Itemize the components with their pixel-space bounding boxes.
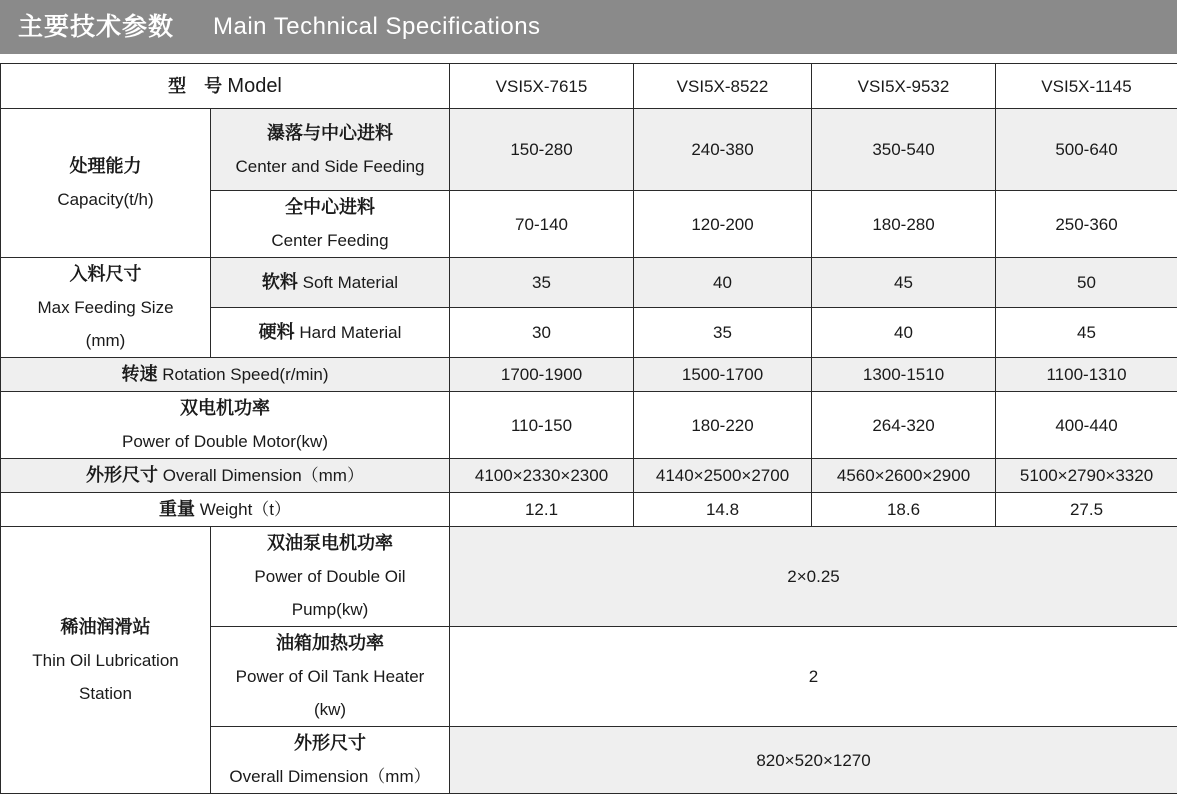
center-side-label-cn: 瀑落与中心进料	[267, 122, 393, 144]
lubrication-label-cell	[1, 527, 211, 794]
table-row-motor-power	[1, 392, 1177, 459]
table-row-model	[1, 64, 1177, 109]
motor-power-label-en: Power of Double Motor(kw)	[122, 432, 328, 451]
model-cell: VSI5X-7615	[450, 64, 634, 109]
value-cell: 1300-1510	[812, 358, 996, 392]
value-cell: 14.8	[634, 493, 812, 527]
value-cell: 4560×2600×2900	[812, 459, 996, 493]
value-cell: 264-320	[812, 392, 996, 459]
heater-value-cell: 2	[450, 627, 1177, 727]
capacity-label-cn: 处理能力	[69, 156, 142, 177]
value-cell: 45	[812, 258, 996, 308]
rotation-label-en: Rotation Speed(r/min)	[162, 365, 329, 384]
pump-label-en-2: Pump(kw)	[291, 600, 369, 619]
center-label-cell	[211, 191, 450, 258]
lubrication-label-en: Thin Oil Lubrication	[32, 650, 179, 670]
value-cell: 1500-1700	[634, 358, 812, 392]
value-cell: 35	[450, 258, 634, 308]
weight-label-en: Weight（t）	[199, 500, 292, 519]
lube-dimension-label-cell	[211, 727, 450, 794]
table-row-capacity-center-side	[1, 109, 1177, 191]
hard-label-en: Hard Material	[299, 323, 402, 342]
value-cell: 40	[634, 258, 812, 308]
center-side-label-cell	[211, 109, 450, 191]
hard-label-cell	[211, 308, 450, 358]
pump-label-cell	[211, 527, 450, 627]
value-cell: 5100×2790×3320	[996, 459, 1177, 493]
value-cell: 30	[450, 308, 634, 358]
soft-label-en: Soft Material	[302, 273, 399, 292]
weight-label-cn: 重量	[158, 499, 195, 520]
value-cell: 120-200	[634, 191, 812, 258]
value-cell: 18.6	[812, 493, 996, 527]
pump-value-cell: 2×0.25	[450, 527, 1177, 627]
lubrication-label-en-2: Station	[79, 683, 132, 703]
lube-dimension-label-en: Overall Dimension（mm）	[229, 767, 431, 786]
model-cell: VSI5X-9532	[812, 64, 996, 109]
value-cell: 27.5	[996, 493, 1177, 527]
value-cell: 180-280	[812, 191, 996, 258]
feeding-size-label-cn: 入料尺寸	[69, 264, 142, 285]
dimension-label-en: Overall Dimension（mm）	[162, 466, 364, 485]
value-cell: 240-380	[634, 109, 812, 191]
lube-dimension-value-cell: 820×520×1270	[450, 727, 1177, 794]
value-cell: 12.1	[450, 493, 634, 527]
value-cell: 400-440	[996, 392, 1177, 459]
value-cell: 35	[634, 308, 812, 358]
table-row-dimension	[1, 459, 1177, 493]
lubrication-label-cn: 稀油润滑站	[60, 616, 151, 638]
motor-power-label-cell	[1, 392, 450, 459]
center-side-label-en: Center and Side Feeding	[235, 156, 425, 176]
capacity-label-en: Capacity(t/h)	[57, 190, 154, 209]
value-cell: 150-280	[450, 109, 634, 191]
title-cn: 主要技术参数	[18, 12, 175, 41]
value-cell: 1700-1900	[450, 358, 634, 392]
model-label-cn: 型 号	[168, 75, 223, 97]
feeding-size-label-en: Max Feeding Size	[37, 298, 174, 317]
model-label-en: Model	[227, 74, 282, 97]
feeding-size-label-unit: (mm)	[85, 331, 126, 350]
dimension-label-cell	[1, 459, 450, 493]
model-cell: VSI5X-8522	[634, 64, 812, 109]
value-cell: 70-140	[450, 191, 634, 258]
table-row-feeding-soft	[1, 258, 1177, 308]
lube-dimension-label-cn: 外形尺寸	[294, 733, 366, 754]
value-cell: 350-540	[812, 109, 996, 191]
motor-power-label-cn: 双电机功率	[180, 398, 270, 419]
value-cell: 500-640	[996, 109, 1177, 191]
heater-label-en-2: (kw)	[313, 700, 347, 719]
feeding-size-label-cell	[1, 258, 211, 358]
table-row-weight	[1, 493, 1177, 527]
capacity-label-cell	[1, 109, 211, 258]
rotation-label-cn: 转速	[121, 364, 158, 385]
heater-label-cn: 油箱加热功率	[276, 633, 384, 654]
weight-label-cell	[1, 493, 450, 527]
value-cell: 50	[996, 258, 1177, 308]
value-cell: 45	[996, 308, 1177, 358]
soft-label-cn: 软料	[261, 272, 298, 293]
rotation-label-cell	[1, 358, 450, 392]
header-banner	[0, 0, 1177, 54]
pump-label-cn: 双油泵电机功率	[267, 533, 393, 554]
center-label-en: Center Feeding	[271, 231, 389, 250]
spec-table	[0, 63, 1177, 794]
model-label-cell	[1, 64, 450, 109]
value-cell: 180-220	[634, 392, 812, 459]
model-cell: VSI5X-1145	[996, 64, 1177, 109]
value-cell: 110-150	[450, 392, 634, 459]
center-label-cn: 全中心进料	[285, 197, 375, 218]
value-cell: 4100×2330×2300	[450, 459, 634, 493]
table-row-lube-pump	[1, 527, 1177, 627]
pump-label-en: Power of Double Oil	[254, 567, 406, 586]
dimension-label-cn: 外形尺寸	[86, 465, 159, 486]
heater-label-cell	[211, 627, 450, 727]
soft-label-cell	[211, 258, 450, 308]
value-cell: 40	[812, 308, 996, 358]
table-row-rotation	[1, 358, 1177, 392]
value-cell: 1100-1310	[996, 358, 1177, 392]
title-en: Main Technical Specifications	[213, 13, 541, 40]
hard-label-cn: 硬料	[258, 322, 295, 343]
value-cell: 4140×2500×2700	[634, 459, 812, 493]
heater-label-en: Power of Oil Tank Heater	[235, 667, 425, 686]
value-cell: 250-360	[996, 191, 1177, 258]
